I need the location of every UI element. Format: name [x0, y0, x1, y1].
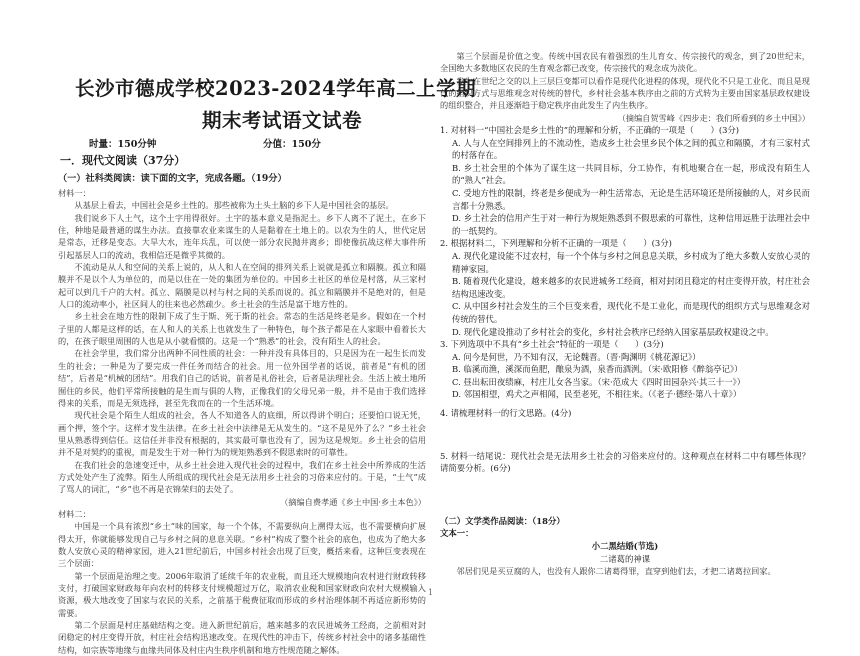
m2-paragraph-cont: 发生在世纪之交的以上三层巨变都可以看作是现代化进程的体现，现代化不只是工业化、而且是现代的组织方式与思维观念对传统的替代，乡村社会基本秩序由之前的方式转为主要由国家基层政权建设的组织整合，并且逐渐趋于稳定秩序由此发生了内生秩序。	[440, 75, 810, 111]
question-1-stem: 1. 对材料一“中国社会是乡土性的”的理解和分析，不正确的一项是（ ）(3分)	[440, 125, 740, 136]
material-1-source: （摘编自费孝通《乡土中国·乡土本色》）	[280, 496, 426, 507]
question-2-option: D. 现代化建设推动了乡村社会的变化，乡村社会秩序已经纳入国家基层政权建设之中。	[452, 326, 774, 337]
story-title: 小二黑结婚(节选)	[591, 541, 659, 552]
left-body	[58, 170, 426, 656]
material-2-source: （摘编自贺雪峰《四步走：我们所看到的乡土中国》）	[617, 112, 810, 123]
subsection-heading-social-science: （一）社科类阅读：读下面的文字，完成各题。（19分）	[58, 173, 287, 184]
question-5-stem: 5. 材料一结尾说：现代社会是无法用乡土社会的习俗来应付的。这种观点在材料二中有哪些体现？请简要分析。(6分)	[440, 450, 810, 474]
question-3-stem: 3. 下列选项中不具有“乡土社会”特征的一项是（ ）(3分)	[440, 339, 664, 350]
question-3-option: C. 昼出耘田夜绩麻，村庄儿女各当家。（宋·范成大《四时田园杂兴·其三十一》）	[452, 376, 746, 387]
exam-title-line-1: 长沙市德成学校2023-2024学年高二上学期	[75, 77, 477, 100]
m2-paragraph-cont: 第三个层面是价值之变。传统中国农民有着强烈的生儿育女、传宗接代的观念，到了20世纪末，全国绝大多数地区农民的生育观念都已改变，传宗接代的观念成为淡化。	[440, 51, 810, 74]
question-2-option: B. 随着现代化建设，越来越多的农民进城务工经商，相对封闭且稳定的村庄变得开放，村庄社会结构迅速改变。	[452, 276, 810, 299]
subsection-heading-literature: （二）文学类作品阅读：（18分）	[440, 515, 565, 526]
question-3-option: D. 邻国相望，鸡犬之声相闻，民至老死，不相往来。（《老子·德经·第八十章》）	[452, 389, 742, 400]
question-1-option: A. 人与人在空间排列上的不流动性，造成乡土社会里乡民个体之间的孤立和隔膜，才有三家村式的村落存在。	[452, 137, 810, 161]
exam-time: 时量：150分钟	[89, 139, 157, 150]
material-2-label: 材料二：	[58, 508, 91, 519]
right-column	[440, 0, 810, 608]
exam-score: 分值：150分	[263, 139, 321, 150]
m1-paragraph: 我们说乡下人土气，这个土字用得很好。土字的基本意义是指泥土。乡下人离不了泥土，在乡下住，种地是最普通的谋生办法。直接靠农业来谋生的人是黏着在土地上的。以农为生的人，世代定居是常态，迁移是变态。大旱大水，连年兵乱，可以使一部分农民抛井离乡；即使像抗战这样大事件所引起基层人口的流动，我相信还是微乎其微的。	[58, 212, 426, 260]
story-paragraph: 邻居们见是买豆腐的人，也没有人跟你二诸葛得罪，直穿到他们去，才把二诸葛拉回家。	[456, 566, 776, 577]
question-2-option: C. 从中国乡村社会发生的三个巨变来看，现代化不是工业化，而是现代的组织方式与思维观念对传统的替代。	[452, 301, 810, 324]
question-1-option: D. 乡土社会的信用产生于对一种行为规矩熟悉到不假思索的可靠性，这种信用远胜于法理社会中的一纸契约。	[452, 213, 810, 236]
question-3-option: A. 问今是何世，乃不知有汉，无论魏晋。（晋·陶渊明《桃花源记》）	[452, 351, 701, 362]
m1-paragraph: 在我们社会的急速变迁中，从乡土社会进入现代社会的过程中，我们在乡土社会中所养成的生活方式处处产生了流弊。陌生人所组成的现代社会是无法用乡土社会的习俗来应付的。于是，“土气”成了骂人的词汇，“乡”也不再是衣锦荣归的去处了。	[58, 459, 426, 495]
question-3-option: B. 临溪而渔，溪深而鱼肥，酿泉为酒，泉香而酒洌。（宋·欧阳修《醉翁亭记》）	[452, 364, 743, 375]
question-4-stem: 4. 请梳理材料一的行文思路。(4分)	[440, 408, 572, 419]
m1-paragraph: 乡土社会在地方性的限制下成了生于斯、死于斯的社会。常态的生活是终老是乡。假如在一个村子里的人都是这样的话，在人和人的关系上也就发生了一种特色，每个孩子都是在人家眼中看着长大的，在孩子眼里周围的人也是从小就看惯的。这是一个“熟悉”的社会，没有陌生人的社会。	[58, 311, 426, 347]
section-heading-modern-reading: 一．现代文阅读（37分）	[60, 154, 186, 167]
question-1-option: C. 受地方性的限制，终老是乡便成为一种生活常态，无论是生活环境还是所接触的人，对乡民而言都十分熟悉。	[452, 187, 810, 211]
page-number: 1	[428, 588, 434, 597]
m1-paragraph: 现代社会是个陌生人组成的社会，各人不知道各人的底细，所以得讲个明白；还要怕口说无凭，画个押，签个字。这样才发生法律。在乡土社会中法律是无从发生的。“这不是见外了么？”乡土社会里从熟悉得到信任。这信任并非没有根据的，其实最可靠也没有了，因为这是规矩。乡土社会的信用并不是对契约的重视，而是发生于对一种行为的规矩熟悉到不假思索时的可靠性。	[58, 410, 426, 458]
exam-title-line-2: 期末考试语文试卷	[202, 109, 363, 132]
question-2-stem: 2. 根据材料二，下列理解和分析不正确的一项是（ ）(3分)	[440, 238, 672, 249]
story-subtitle: 二诸葛的神课	[599, 553, 651, 564]
text-1-label: 文本一：	[440, 528, 474, 539]
m1-paragraph: 从基层上看去，中国社会是乡土性的。那些被称为土头土脑的乡下人是中国社会的基层。	[74, 200, 394, 211]
m2-paragraph: 第二个层面是村庄基础结构之变。进入新世纪前后，越来越多的农民进城务工经商，之前相对封闭稳定的村庄变得开放，村庄社会结构迅速改变。在现代性的冲击下，传统乡村社会中的诸多基础性结构，如宗族等地缘与血缘共同体及村庄内生秩序机制和地方性规范随之解体。	[58, 619, 426, 655]
m1-paragraph: 不流动是从人和空间的关系上说的，从人和人在空间的排列关系上说就是孤立和隔膜。孤立和隔膜并不是以个人为单位的，而是以住在一处的集团为单位的。中国乡土社区的单位是村落，从三家村起可以到几千户的大村。孤立、隔膜是以村与村之间的关系而说的。孤立和隔膜并不是绝对的，但是人口的流动率小，社区间人的往来也必然疏少。乡土社会的生活是富于地方性的。	[58, 262, 426, 310]
material-1-label: 材料一：	[58, 188, 91, 198]
question-1-option: B. 乡土社会里的个体为了谋生这一共同目标，分工协作，有机地聚合在一起，形成没有陌生人的“熟人”社会。	[452, 162, 810, 186]
m2-paragraph: 中国是一个具有浓烈“乡土”味的国家，每一个个体，不需要纵向上溯得太远，也不需要横向扩展得太开，你就能够发现自己与乡村之间的息息关联。“乡村”构成了整个社会的底色，也成为了绝大多数人安放心灵的精神家园，进入21世纪前后，中国乡村社会出现了巨变，概括来看，这种巨变表现在三个层面：	[58, 521, 426, 569]
right-body	[440, 50, 810, 578]
question-2-option: A. 现代化建设能不过农村，每一个个体与乡村之间息息关联，乡村成为了绝大多数人安放心灵的精神家园。	[452, 250, 810, 274]
m2-paragraph: 第一个层面是治理之变。2006年取消了延续千年的农业税，而且还大规模地向农村进行财政转移支付，打破国家财政每年向农村的转移支付规模超过万亿，取消农业税和国家财政向农村大规模输入资源，极大地改变了国家与农民的关系，之前基于税费征取而形成的乡村治理体制不再适应新形势的需要。	[58, 570, 426, 618]
m1-paragraph: 在社会学里，我们常分出两种不同性质的社会：一种并没有具体目的，只是因为在一起生长而发生的社会；一种是为了要完成一件任务而结合的社会。用一位外国学者的话说，前者是“有机的团结”，后者是“机械的团结”。用我们自己的话说，前者是礼俗社会，后者是法理社会。生活上被土地所囿住的乡民，他们平常所接触的是生而与俱的人物，正像我们的父母兄弟一般，并不是由于我们选择得来的关系，而是无须选择，甚至先我而在的一个生活环境。	[58, 348, 426, 408]
